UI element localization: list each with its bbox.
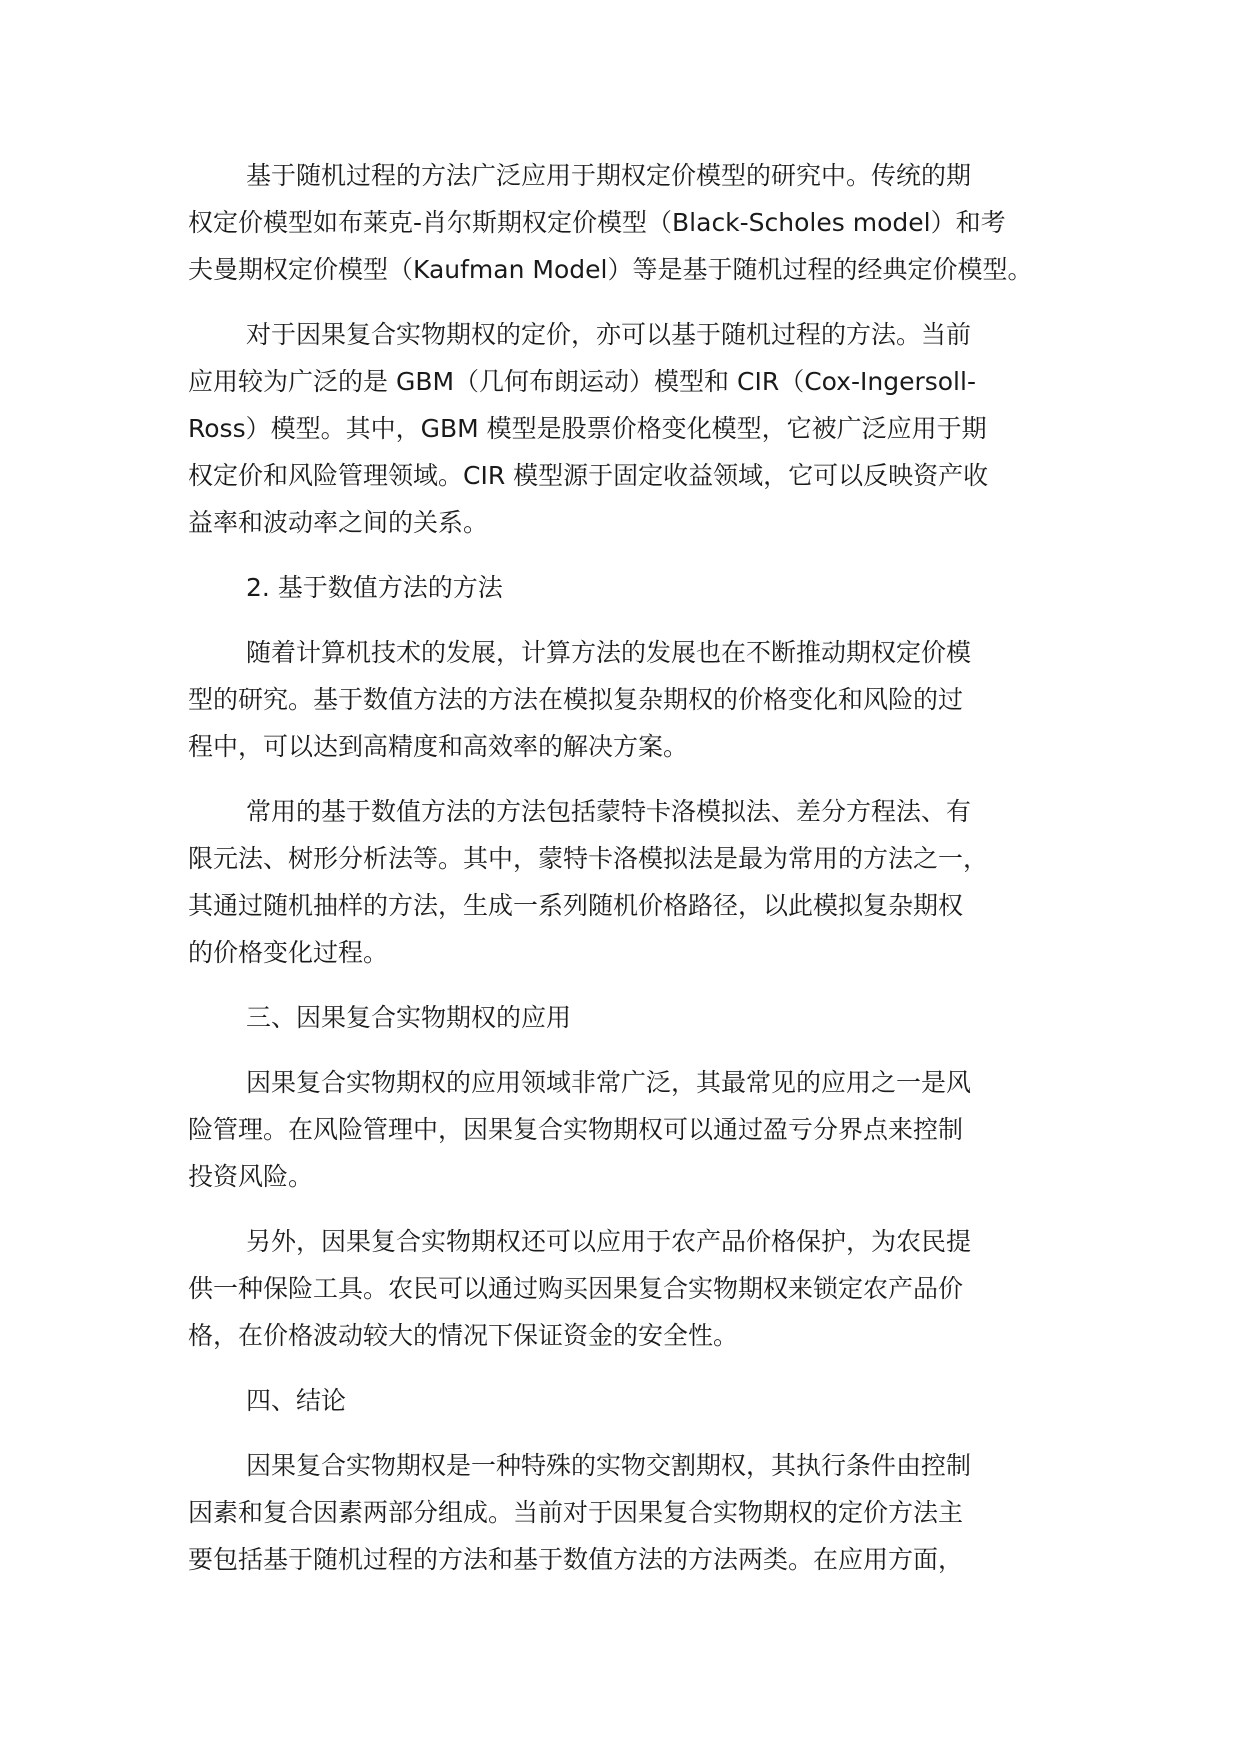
paragraph-line: 型的研究。基于数值方法的方法在模拟复杂期权的价格变化和风险的过 [188, 685, 964, 714]
paragraph-line: 对于因果复合实物期权的定价，亦可以基于随机过程的方法。当前 [246, 320, 972, 349]
paragraph-line: 另外，因果复合实物期权还可以应用于农产品价格保护，为农民提 [246, 1227, 972, 1256]
paragraph-line: Ross）模型。其中，GBM 模型是股票价格变化模型，它被广泛应用于期 [188, 414, 987, 443]
paragraph-line: 程中，可以达到高精度和高效率的解决方案。 [188, 732, 689, 761]
paragraph-line: 随着计算机技术的发展，计算方法的发展也在不断推动期权定价模 [246, 638, 972, 667]
paragraph-line: 因果复合实物期权的应用领域非常广泛，其最常见的应用之一是风 [246, 1068, 972, 1097]
paragraph-line: 其通过随机抽样的方法，生成一系列随机价格路径，以此模拟复杂期权 [188, 891, 964, 920]
paragraph [188, 1218, 1088, 1359]
paragraph-line: 益率和波动率之间的关系。 [188, 508, 489, 537]
paragraph-line: 供一种保险工具。农民可以通过购买因果复合实物期权来锁定农产品价 [188, 1274, 964, 1303]
paragraph-line: 要包括基于随机过程的方法和基于数值方法的方法两类。在应用方面， [188, 1545, 964, 1574]
paragraph-line: 应用较为广泛的是 GBM（几何布朗运动）模型和 CIR（Cox-Ingersoll- [188, 367, 976, 396]
paragraph-line: 险管理。在风险管理中，因果复合实物期权可以通过盈亏分界点来控制 [188, 1115, 964, 1144]
paragraph-line: 基于随机过程的方法广泛应用于期权定价模型的研究中。传统的期 [246, 161, 972, 190]
paragraph-line: 投资风险。 [188, 1162, 314, 1191]
paragraph [188, 629, 1088, 770]
paragraph-line: 常用的基于数值方法的方法包括蒙特卡洛模拟法、差分方程法、有 [246, 797, 972, 826]
section-heading: 四、结论 [246, 1386, 347, 1415]
paragraph-line: 夫曼期权定价模型（Kaufman Model）等是基于随机过程的经典定价模型。 [188, 255, 1033, 284]
section-heading: 三、因果复合实物期权的应用 [246, 1003, 572, 1032]
paragraph-line: 的价格变化过程。 [188, 938, 389, 967]
paragraph-line: 权定价和风险管理领域。CIR 模型源于固定收益领域，它可以反映资产收 [188, 461, 989, 490]
paragraph [188, 788, 1088, 976]
paragraph-line: 限元法、树形分析法等。其中，蒙特卡洛模拟法是最为常用的方法之一， [188, 844, 989, 873]
paragraph-line: 因素和复合因素两部分组成。当前对于因果复合实物期权的定价方法主 [188, 1498, 964, 1527]
paragraph-line: 权定价模型如布莱克-肖尔斯期权定价模型（Black-Scholes model）和考 [188, 208, 1006, 237]
paragraph [188, 1442, 1088, 1583]
paragraph-line: 格，在价格波动较大的情况下保证资金的安全性。 [188, 1321, 739, 1350]
paragraph [188, 1059, 1088, 1200]
section-heading: 2. 基于数值方法的方法 [246, 573, 503, 602]
paragraph [188, 311, 1088, 546]
paragraph-line: 因果复合实物期权是一种特殊的实物交割期权，其执行条件由控制 [246, 1451, 972, 1480]
document-body [188, 152, 1088, 1601]
paragraph [188, 152, 1088, 293]
